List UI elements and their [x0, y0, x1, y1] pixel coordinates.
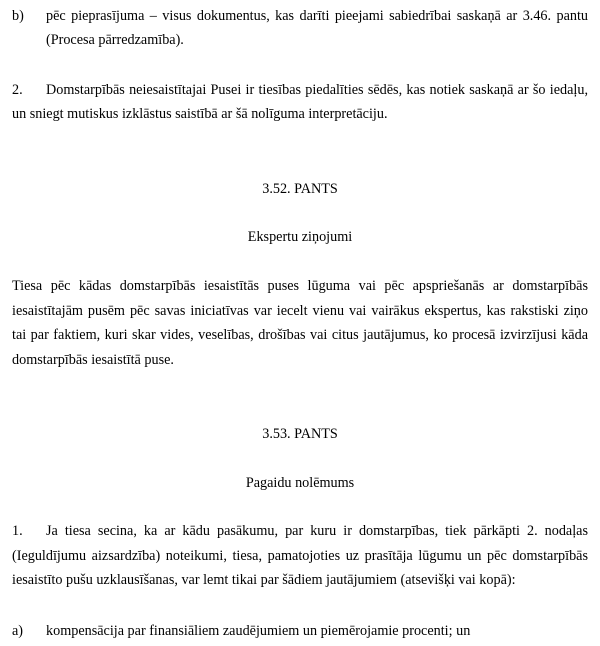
- para-2-marker: 2.: [12, 82, 23, 98]
- article-353-heading: 3.53. PANTS: [262, 426, 338, 442]
- article-352-heading: 3.52. PANTS: [262, 181, 338, 197]
- para-2-text-1: Domstarpībās neiesaistītajai Pusei ir tiesības piedalīties sēdēs, kas notiek saskaņā ar šo iedaļu,: [46, 82, 588, 98]
- para-2-line-2: un sniegt mutiskus izklāstus saistībā ar šā nolīguma interpretāciju.: [12, 106, 388, 122]
- item-b-line-2: (Procesa pārredzamība).: [46, 32, 184, 48]
- item-b-text-1: pēc pieprasījuma – visus dokumentus, kas darīti pieejami sabiedrībai saskaņā ar 3.46. pantu: [46, 8, 588, 24]
- item-b-marker: b): [12, 8, 24, 24]
- article-352-title: Ekspertu ziņojumi: [247, 229, 353, 245]
- article-353-item-a: [12, 622, 588, 640]
- article-352-line-3: tai par faktiem, kuri skar vides, veselības, drošības vai citus jautājumus, ko procesā izvirzījusi kāda: [12, 327, 588, 343]
- para-2-line-1: [12, 81, 588, 99]
- article-352-line-1: Tiesa pēc kādas domstarpībās iesaistītās puses lūguma vai pēc apspriešanās ar domstarpībās: [12, 278, 588, 294]
- article-353-para-1-marker: 1.: [12, 523, 23, 539]
- article-353-para-1-line-1: [12, 522, 588, 540]
- article-353-para-1-text-1: Ja tiesa secina, ka ar kādu pasākumu, par kuru ir domstarpības, tiek pārkāpti 2. nodaļas: [46, 523, 588, 539]
- article-353-para-1-line-3: iesaistīto pušu uzklausīšanas, var lemt tikai par šādiem jautājumiem (atsevišķi vai kopā):: [12, 572, 516, 588]
- article-352-line-2: iesaistītajām pusēm pēc savas iniciatīvas var iecelt vienu vai vairākus ekspertus, kas rakstiski ziņo: [12, 303, 588, 319]
- article-353-item-a-marker: a): [12, 623, 24, 639]
- article-352-line-4: domstarpībās iesaistītā puse.: [12, 352, 174, 368]
- article-353-para-1-line-2: (Ieguldījumu aizsardzība) noteikumi, tiesa, pamatojoties uz prasītāja lūgumu un pēc domstarpībās: [12, 548, 588, 564]
- article-353-title: Pagaidu nolēmums: [245, 475, 355, 491]
- article-353-item-a-text: kompensācija par finansiāliem zaudējumiem un piemērojamie procenti; un: [46, 623, 471, 639]
- item-b-line-1: [12, 7, 588, 25]
